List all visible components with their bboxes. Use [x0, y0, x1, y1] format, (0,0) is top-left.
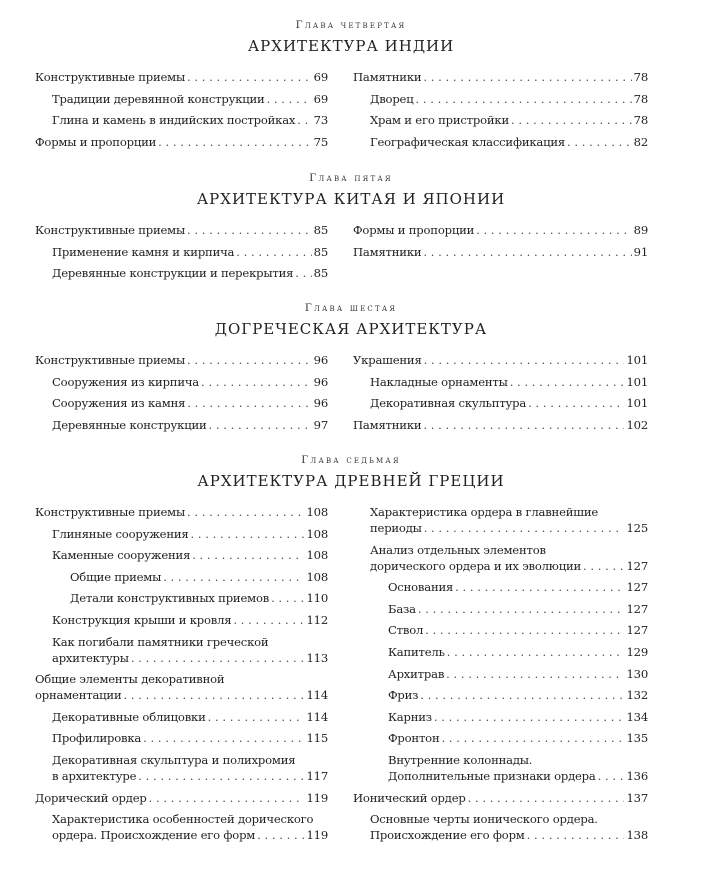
page-number: 96: [313, 396, 328, 411]
entry-title-line: Как погибали памятники греческой: [52, 634, 269, 649]
page-number: 108: [306, 526, 328, 541]
entry-title-line: в архитектуре: [52, 768, 137, 783]
dot-leader: [425, 622, 624, 638]
toc-entry[interactable]: [353, 395, 648, 411]
entry-title-line: Деревянные конструкции: [52, 417, 207, 432]
dot-leader: [187, 352, 312, 368]
dot-leader: [187, 504, 304, 520]
page-number: 78: [633, 70, 648, 84]
entry-title-line: Глиняные сооружения: [52, 526, 189, 541]
dot-leader: [143, 730, 304, 746]
page-number: 69: [313, 91, 328, 106]
toc-entry[interactable]: [35, 590, 328, 606]
toc-entry[interactable]: [35, 790, 328, 806]
page-number: 78: [633, 113, 648, 128]
chapter-label: Глава пятая: [309, 172, 393, 184]
toc-entry[interactable]: [35, 547, 328, 563]
entry-row: [70, 590, 328, 606]
page-number: 110: [306, 591, 328, 606]
toc-entry[interactable]: [35, 612, 328, 628]
entry-row: [388, 687, 648, 703]
toc-entry[interactable]: [353, 601, 648, 617]
entry-row: [35, 790, 328, 806]
page-number: 101: [626, 396, 648, 411]
toc-entry[interactable]: [35, 69, 328, 85]
dot-leader: [415, 91, 631, 107]
toc-entry[interactable]: [353, 644, 648, 660]
entry-row: [52, 768, 328, 784]
page-number: 78: [633, 91, 648, 106]
dot-leader: [187, 69, 312, 85]
toc-entry[interactable]: [35, 569, 328, 585]
toc-entry[interactable]: [353, 352, 648, 368]
entry-title-line: Декоративная скульптура и полихромия: [52, 752, 296, 767]
toc-entry[interactable]: [35, 634, 328, 666]
entry-row: [353, 244, 648, 260]
entry-title-line: Формы и пропорции: [353, 223, 475, 237]
page-number: 130: [626, 666, 648, 681]
dot-leader: [187, 395, 311, 411]
entry-row: [52, 91, 328, 107]
entry-title-line: Сооружения из кирпича: [52, 374, 200, 389]
entry-row: [52, 730, 328, 746]
entry-title-line: Конструкция крыши и кровля: [52, 612, 232, 627]
page-number: 136: [626, 768, 648, 783]
entry-title-line: Декоративные облицовки: [52, 709, 206, 724]
toc-entry[interactable]: [35, 417, 328, 433]
left-column: [35, 352, 328, 438]
dot-leader: [441, 730, 624, 746]
entry-row: [52, 547, 328, 563]
entry-title-line: Общие элементы декоративной: [35, 672, 225, 687]
dot-leader: [138, 768, 304, 784]
page-number: 91: [633, 244, 648, 259]
entry-row: [388, 730, 648, 746]
toc-entry[interactable]: [353, 811, 648, 843]
dot-leader: [476, 222, 632, 238]
page-number: 101: [626, 374, 648, 389]
page-number: 82: [633, 134, 648, 149]
entry-title-line: Основания: [388, 580, 454, 595]
toc-entry[interactable]: [353, 730, 648, 746]
entry-row: [353, 222, 648, 238]
entry-title-line: Анализ отдельных элементов: [370, 542, 546, 557]
entry-title-line: ордера. Происхождение его форм: [52, 828, 256, 843]
page-number: 129: [626, 644, 648, 659]
page-number: 132: [626, 688, 648, 703]
entry-row: [52, 374, 328, 390]
entry-row: [52, 612, 328, 628]
page-number: 85: [313, 244, 328, 259]
page-number: 138: [626, 828, 648, 843]
toc-entry[interactable]: [35, 671, 328, 703]
page-number: 113: [306, 650, 328, 665]
entry-title-line: Профилировка: [52, 731, 142, 746]
dot-leader: [236, 244, 311, 260]
entry-title-line: Капитель: [388, 644, 445, 659]
entry-row: [35, 687, 328, 703]
entry-title-line: Характеристика особенностей дорического: [52, 812, 314, 827]
page-number: 115: [306, 731, 328, 746]
entry-title-line: периоды: [370, 521, 422, 535]
toc-entry[interactable]: [353, 91, 648, 107]
entry-title-line: Каменные сооружения: [52, 548, 191, 563]
left-column: [35, 504, 328, 849]
toc-entry[interactable]: [353, 579, 648, 595]
entry-row: [388, 666, 648, 682]
dot-leader: [434, 709, 625, 725]
dot-leader: [208, 709, 305, 725]
page-number: 112: [306, 612, 328, 627]
entry-title-line: Применение камня и кирпича: [52, 244, 235, 259]
toc-entry[interactable]: [35, 244, 328, 260]
dot-leader: [267, 91, 312, 107]
dot-leader: [123, 687, 304, 703]
entry-row: [370, 134, 648, 150]
dot-leader: [424, 520, 625, 536]
entry-row: [35, 222, 328, 238]
dot-leader: [209, 417, 312, 433]
dot-leader: [528, 395, 624, 411]
toc-entry[interactable]: [353, 134, 648, 150]
toc-entry[interactable]: [35, 222, 328, 238]
toc-entry[interactable]: [35, 112, 328, 128]
entry-title-line: База: [388, 601, 416, 616]
entry-row: [370, 374, 648, 390]
toc-entry[interactable]: [353, 69, 648, 85]
chapter-title: АРХИТЕКТУРА ДРЕВНЕЙ ГРЕЦИИ: [197, 472, 505, 490]
entry-row: [370, 395, 648, 411]
page-number: 125: [626, 521, 648, 535]
left-column: [35, 69, 328, 155]
entry-title-line: Декоративная скульптура: [370, 396, 527, 411]
dot-leader: [163, 569, 304, 585]
entry-title-line: Общие приемы: [70, 569, 162, 584]
page-number: 127: [626, 558, 648, 573]
entry-title-line: Ионический ордер: [353, 790, 466, 805]
entry-row: [353, 790, 648, 806]
entry-row: [35, 504, 328, 520]
dot-leader: [257, 827, 304, 843]
toc-entry[interactable]: [35, 526, 328, 542]
dot-leader: [423, 417, 624, 433]
dot-leader: [191, 526, 305, 542]
dot-leader: [567, 134, 632, 150]
toc-entry[interactable]: [353, 622, 648, 638]
toc-entry[interactable]: [35, 134, 328, 150]
page-number: 127: [626, 601, 648, 616]
entry-title-line: Конструктивные приемы: [35, 223, 186, 237]
entry-title-line: Деревянные конструкции и перекрытия: [52, 266, 294, 281]
entry-row: [52, 395, 328, 411]
page-number: 119: [306, 790, 328, 805]
page-number: 73: [313, 113, 328, 128]
entry-title-line: Детали конструктивных приемов: [70, 591, 270, 606]
entry-title-line: Фронтон: [388, 731, 440, 746]
toc-entry[interactable]: [353, 504, 648, 536]
dot-leader: [418, 601, 625, 617]
entry-row: [70, 569, 328, 585]
dot-leader: [423, 69, 631, 85]
page-number: 85: [313, 223, 328, 237]
dot-leader: [455, 579, 624, 595]
entry-title-line: Дополнительные признаки ордера: [388, 768, 596, 783]
entry-title-line: Основные черты ионического ордера.: [370, 812, 598, 827]
page-number: 96: [313, 353, 328, 367]
entry-row: [370, 520, 648, 536]
entry-title-line: Ствол: [388, 623, 424, 638]
dot-leader: [233, 612, 304, 628]
entry-row: [353, 417, 648, 433]
entry-row: [52, 827, 328, 843]
entry-title-line: Храм и его пристройки: [370, 113, 509, 128]
entry-row: [52, 112, 328, 128]
toc-entry[interactable]: [35, 811, 328, 843]
page-number: 101: [626, 353, 648, 367]
entry-row: [52, 417, 328, 433]
right-column: [353, 69, 648, 155]
entry-row: [388, 579, 648, 595]
entry-row: [370, 112, 648, 128]
page-number: 75: [313, 134, 328, 149]
dot-leader: [424, 352, 625, 368]
toc-entry[interactable]: [353, 790, 648, 806]
dot-leader: [131, 650, 305, 666]
chapter-title: ДОГРЕЧЕСКАЯ АРХИТЕКТУРА: [214, 320, 488, 338]
entry-title-line: Украшения: [353, 353, 422, 367]
toc-entry[interactable]: [35, 265, 328, 281]
page-number: 102: [626, 417, 648, 432]
toc-entry[interactable]: [35, 709, 328, 725]
entry-row: [35, 134, 328, 150]
chapter-label: Глава четвертая: [295, 19, 407, 31]
page-number: 137: [626, 790, 648, 805]
entry-row: [388, 622, 648, 638]
entry-row: [35, 352, 328, 368]
dot-leader: [511, 112, 632, 128]
toc-entry[interactable]: [35, 91, 328, 107]
entry-title-line: Памятники: [353, 417, 422, 432]
dot-leader: [297, 112, 311, 128]
dot-leader: [527, 827, 625, 843]
right-column: [353, 222, 648, 265]
page-number: 134: [626, 709, 648, 724]
right-column: [353, 504, 648, 849]
dot-leader: [295, 265, 311, 281]
dot-leader: [420, 687, 624, 703]
toc-entry[interactable]: [35, 352, 328, 368]
entry-row: [353, 352, 648, 368]
entry-row: [52, 650, 328, 666]
entry-title-line: Характеристика ордера в главнейшие: [370, 505, 599, 519]
entry-title-line: архитектуры: [52, 650, 129, 665]
entry-title-line: Традиции деревянной конструкции: [52, 91, 265, 106]
entry-title-line: Внутренние колоннады.: [388, 752, 533, 767]
entry-row: [52, 244, 328, 260]
page-number: 89: [633, 223, 648, 237]
page-number: 117: [306, 768, 328, 783]
toc-entry[interactable]: [353, 666, 648, 682]
entry-row: [388, 709, 648, 725]
entry-row: [370, 558, 648, 574]
dot-leader: [447, 644, 625, 660]
page-number: 114: [306, 688, 328, 703]
left-column: [35, 222, 328, 287]
entry-title-line: Дворец: [370, 91, 414, 106]
page-number: 127: [626, 580, 648, 595]
page-number: 114: [306, 709, 328, 724]
entry-row: [52, 265, 328, 281]
dot-leader: [149, 790, 305, 806]
entry-row: [388, 644, 648, 660]
toc-entry[interactable]: [353, 374, 648, 390]
page-number: 127: [626, 623, 648, 638]
toc-entry[interactable]: [35, 504, 328, 520]
entry-title-line: Конструктивные приемы: [35, 353, 186, 367]
entry-row: [388, 768, 648, 784]
page-number: 108: [306, 505, 328, 519]
right-column: [353, 352, 648, 438]
dot-leader: [187, 222, 312, 238]
entry-title-line: Конструктивные приемы: [35, 70, 186, 84]
chapter-label: Глава седьмая: [301, 454, 401, 466]
dot-leader: [423, 244, 631, 260]
dot-leader: [446, 666, 624, 682]
toc-entry[interactable]: [35, 395, 328, 411]
entry-title-line: Конструктивные приемы: [35, 505, 186, 519]
entry-title-line: орнаментации: [35, 688, 122, 703]
chapter-title: АРХИТЕКТУРА КИТАЯ И ЯПОНИИ: [196, 190, 506, 208]
entry-row: [370, 91, 648, 107]
entry-row: [353, 69, 648, 85]
toc-entry[interactable]: [353, 752, 648, 784]
entry-title-line: Карниз: [388, 709, 432, 724]
toc-entry[interactable]: [353, 222, 648, 238]
entry-title-line: Памятники: [353, 70, 422, 84]
toc-entry[interactable]: [353, 542, 648, 574]
page-number: 108: [306, 569, 328, 584]
page-number: 119: [306, 828, 328, 843]
entry-row: [370, 827, 648, 843]
entry-title-line: Дорический ордер: [35, 790, 147, 805]
chapter-title: АРХИТЕКТУРА ИНДИИ: [247, 37, 455, 55]
page-number: 97: [313, 417, 328, 432]
entry-row: [388, 601, 648, 617]
entry-title-line: Накладные орнаменты: [370, 374, 508, 389]
toc-entry[interactable]: [353, 687, 648, 703]
toc-entry[interactable]: [35, 752, 328, 784]
toc-entry[interactable]: [35, 374, 328, 390]
page-number: 108: [306, 548, 328, 563]
dot-leader: [201, 374, 312, 390]
page-number: 135: [626, 731, 648, 746]
dot-leader: [583, 558, 624, 574]
toc-entry[interactable]: [35, 730, 328, 746]
entry-title-line: Глина и камень в индийских постройках: [52, 113, 296, 128]
page-number: 85: [313, 266, 328, 281]
entry-title-line: Формы и пропорции: [35, 134, 157, 149]
toc-entry[interactable]: [353, 244, 648, 260]
dot-leader: [598, 768, 625, 784]
entry-title-line: Фриз: [388, 688, 419, 703]
entry-title-line: Сооружения из камня: [52, 396, 186, 411]
page-number: 69: [313, 70, 328, 84]
entry-row: [52, 709, 328, 725]
entry-title-line: Памятники: [353, 244, 422, 259]
entry-title-line: Происхождение его форм: [370, 828, 525, 843]
dot-leader: [468, 790, 625, 806]
page-number: 96: [313, 374, 328, 389]
entry-row: [52, 526, 328, 542]
entry-title-line: Географическая классификация: [370, 134, 565, 149]
dot-leader: [510, 374, 625, 390]
dot-leader: [158, 134, 312, 150]
toc-entry[interactable]: [353, 112, 648, 128]
dot-leader: [271, 590, 304, 606]
entry-title-line: Архитрав: [388, 666, 445, 681]
dot-leader: [192, 547, 304, 563]
toc-entry[interactable]: [353, 709, 648, 725]
entry-row: [35, 69, 328, 85]
chapter-label: Глава шестая: [304, 302, 398, 314]
entry-title-line: дорического ордера и их эволюции: [370, 558, 582, 573]
toc-entry[interactable]: [353, 417, 648, 433]
